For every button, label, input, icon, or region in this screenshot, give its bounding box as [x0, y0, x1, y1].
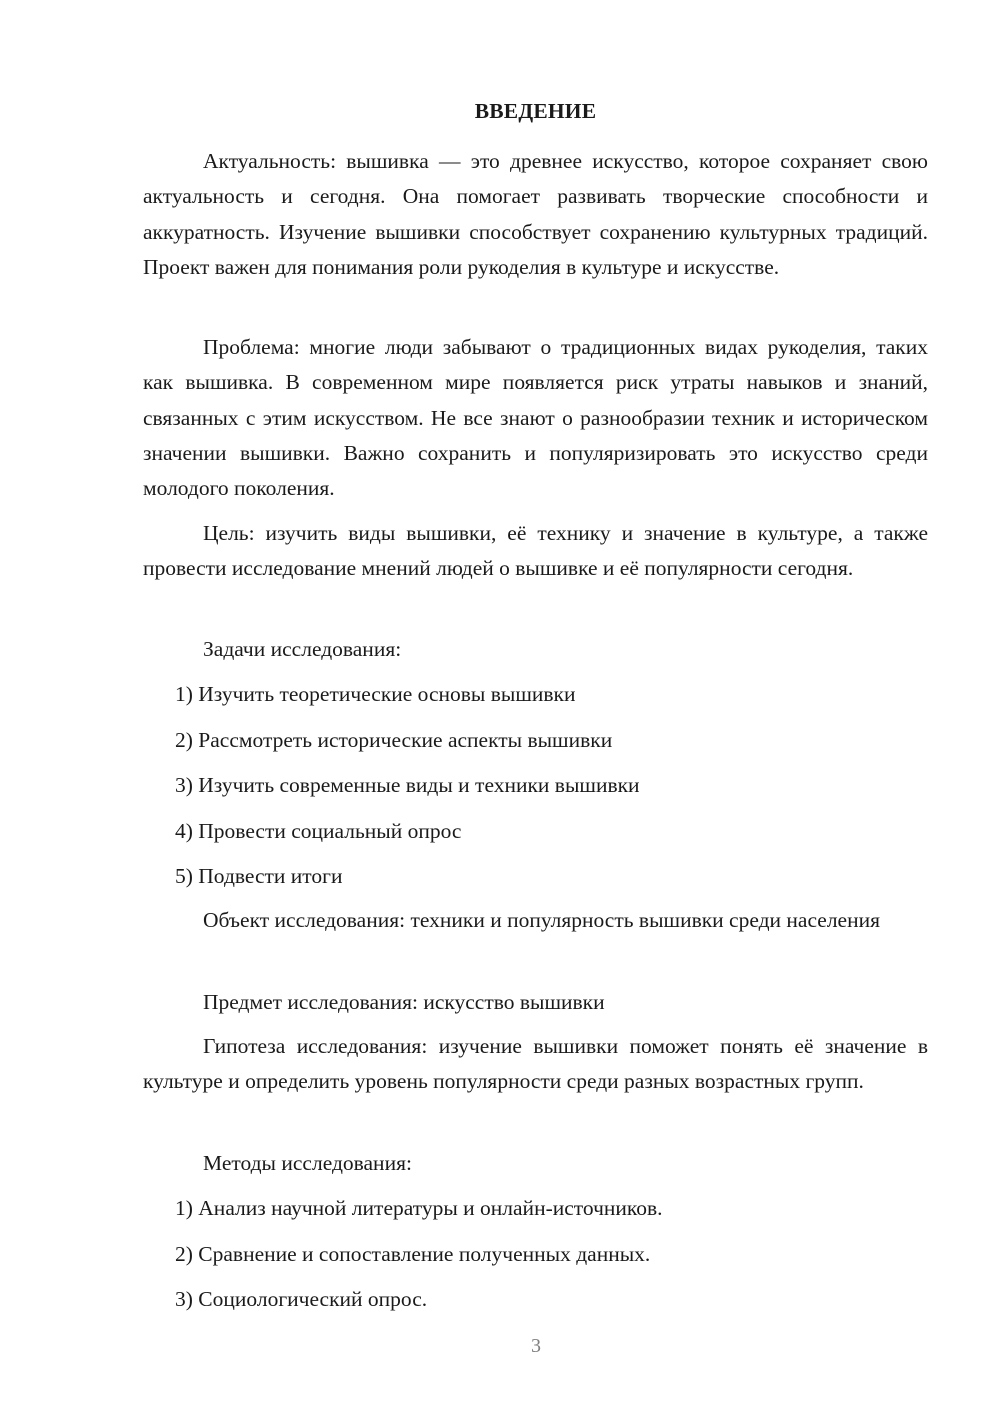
task-item: 2) Рассмотреть исторические аспекты вышивки — [175, 728, 613, 752]
goal-paragraph: Цель: изучить виды вышивки, её технику и значение в культуре, а также провести исследование мнений людей о вышивке и её популярности сегодня. — [143, 521, 928, 581]
method-item: 2) Сравнение и сопоставление полученных данных. — [175, 1242, 651, 1266]
subject-line: Предмет исследования: искусство вышивки — [203, 990, 605, 1014]
page-number: 3 — [531, 1335, 541, 1357]
tasks-label: Задачи исследования: — [203, 637, 402, 661]
task-item: 1) Изучить теоретические основы вышивки — [175, 682, 576, 706]
section-heading: ВВЕДЕНИЕ — [474, 99, 597, 123]
problem-paragraph: Проблема: многие люди забывают о традиционных видах рукоделия, таких как вышивка. В современном мире появляется риск утраты навыков и знаний, связанных с этим искусством. Не все знают о разнообразии техник и историческом значении вышивки. Важно сохранить и популяризировать это искусство среди молодого поколения. — [143, 335, 928, 501]
methods-label: Методы исследования: — [203, 1151, 412, 1175]
task-item: 3) Изучить современные виды и техники вышивки — [175, 773, 640, 797]
object-paragraph: Объект исследования: техники и популярность вышивки среди населения — [203, 908, 880, 932]
method-item: 1) Анализ научной литературы и онлайн-источников. — [175, 1196, 663, 1220]
relevance-paragraph: Актуальность: вышивка — это древнее искусство, которое сохраняет свою актуальность и сегодня. Она помогает развивать творческие способности и аккуратность. Изучение вышивки способствует сохранению культурных традиций. Проект важен для понимания роли рукоделия в культуре и искусстве. — [143, 149, 928, 279]
method-item: 3) Социологический опрос. — [175, 1287, 428, 1311]
task-item: 5) Подвести итоги — [175, 864, 343, 888]
task-item: 4) Провести социальный опрос — [175, 819, 462, 843]
hypothesis-paragraph: Гипотеза исследования: изучение вышивки поможет понять её значение в культуре и определить уровень популярности среди разных возрастных групп. — [143, 1034, 928, 1094]
